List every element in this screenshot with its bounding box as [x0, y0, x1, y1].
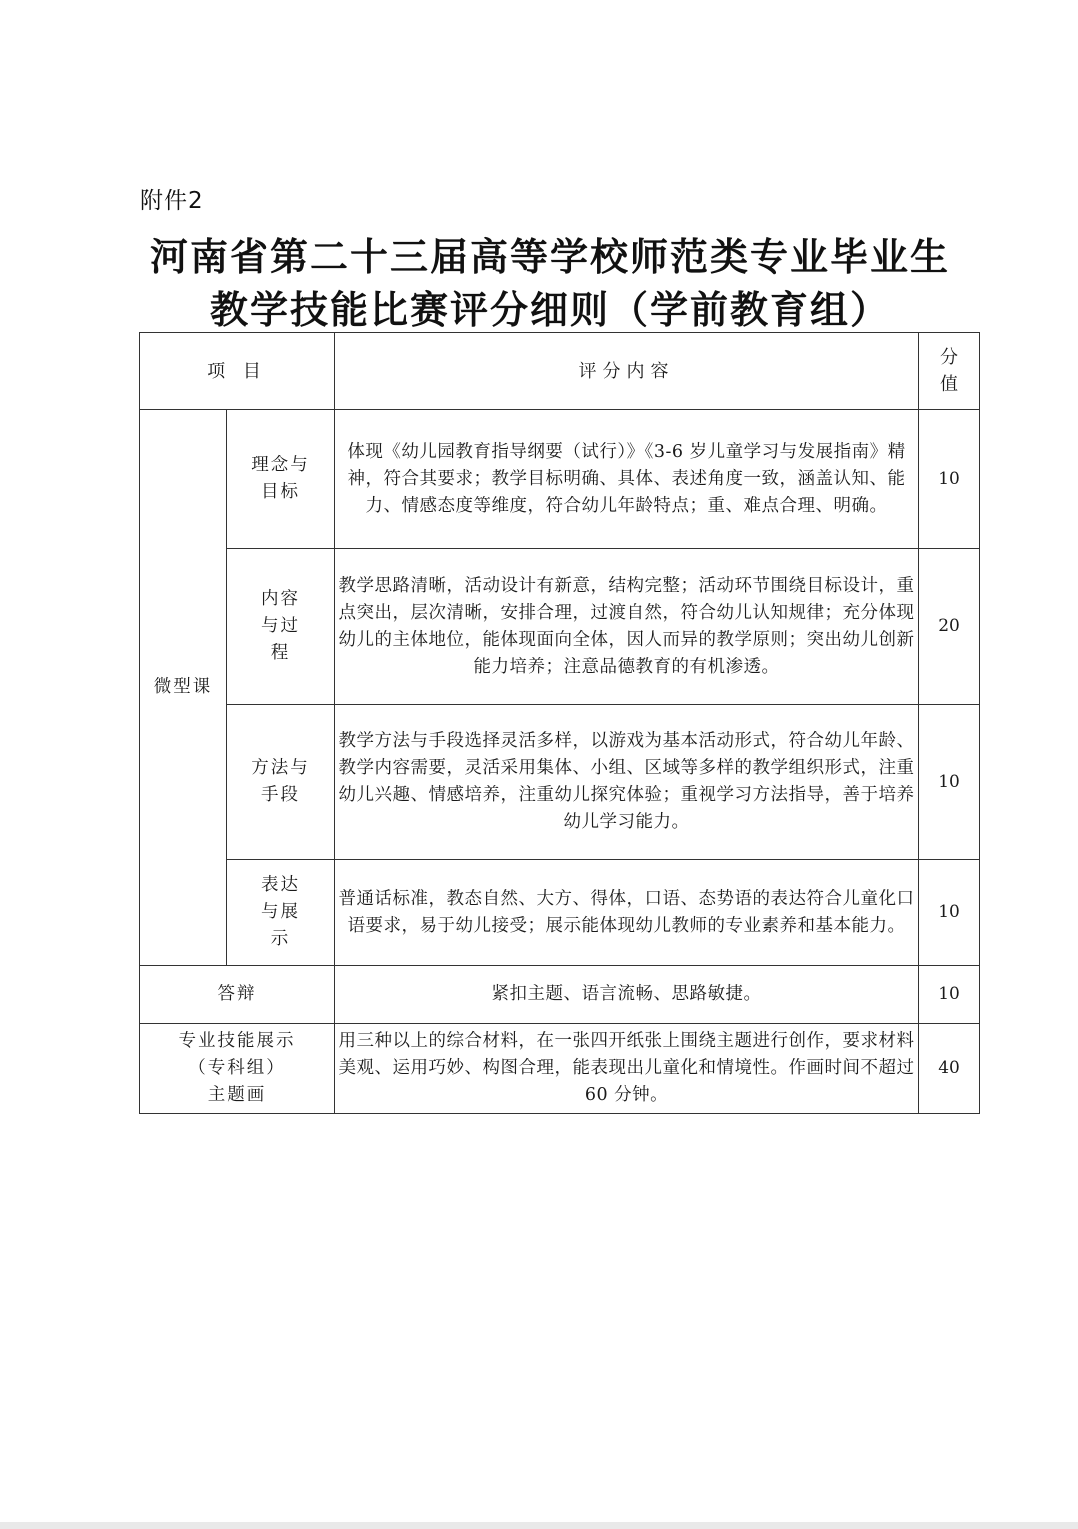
attachment-label: 附件2 [140, 188, 204, 214]
document-title-line-2: 教学技能比赛评分细则（学前教育组） [209, 288, 890, 332]
row-score: 20 [919, 549, 980, 705]
row-label-line: 表达 [261, 875, 300, 895]
row-label [227, 410, 335, 549]
table-row [140, 549, 980, 705]
defense-score: 10 [919, 966, 980, 1024]
skill-label-line: 主题画 [207, 1085, 267, 1105]
table-row [140, 410, 980, 549]
row-label-line: 与过 [261, 616, 300, 636]
document-title-line-1: 河南省第二十三届高等学校师范类专业毕业生 [149, 235, 950, 279]
row-score: 10 [919, 410, 980, 549]
row-label-line: 程 [270, 643, 291, 663]
skill-score: 40 [919, 1024, 980, 1114]
defense-content: 紧扣主题、语言流畅、思路敏捷。 [335, 966, 919, 1024]
row-content: 教学方法与手段选择灵活多样，以游戏为基本活动形式，符合幼儿年龄、教学内容需要，灵活采用集体、小组、区域等多样的教学组织形式，注重幼儿兴趣、情感培养，注重幼儿探究体验；重视学习方法指导，善于培养幼儿学习能力。 [335, 705, 919, 860]
header-score-line-1: 分 [940, 347, 959, 368]
skill-label [140, 1024, 335, 1114]
row-content: 教学思路清晰，活动设计有新意，结构完整；活动环节围绕目标设计，重点突出，层次清晰，安排合理，过渡自然，符合幼儿认知规律；充分体现幼儿的主体地位，能体现面向全体，因人而异的教学原则；突出幼儿创新能力培养；注意品德教育的有机渗透。 [335, 549, 919, 705]
table-row [140, 860, 980, 966]
skill-label-line: 专业技能展示 [178, 1031, 296, 1051]
row-label-line: 与展 [261, 902, 300, 922]
row-label-line: 示 [270, 929, 291, 949]
table-row [140, 705, 980, 860]
row-score: 10 [919, 860, 980, 966]
header-score-line-2: 值 [940, 374, 959, 395]
row-label [227, 860, 335, 966]
row-label [227, 705, 335, 860]
row-label-line: 方法与 [251, 758, 310, 778]
page-bottom-edge [0, 1522, 1078, 1529]
row-label [227, 549, 335, 705]
row-label-line: 手段 [261, 785, 300, 805]
defense-label: 答辩 [140, 966, 335, 1024]
micro-lesson-group-label: 微型课 [140, 410, 227, 966]
row-score: 10 [919, 705, 980, 860]
header-score [919, 333, 980, 410]
scoring-table [139, 332, 980, 1114]
row-content: 普通话标准，教态自然、大方、得体，口语、态势语的表达符合儿童化口语要求，易于幼儿接受；展示能体现幼儿教师的专业素养和基本能力。 [335, 860, 919, 966]
row-label-line: 目标 [261, 482, 300, 502]
row-content: 体现《幼儿园教育指导纲要（试行）》《3-6 岁儿童学习与发展指南》精神，符合其要求；教学目标明确、具体、表述角度一致，涵盖认知、能力、情感态度等维度，符合幼儿年龄特点；重、难点合理、明确。 [335, 410, 919, 549]
table-row [140, 1024, 980, 1114]
skill-label-line: （专科组） [188, 1058, 286, 1078]
skill-content: 用三种以上的综合材料，在一张四开纸张上围绕主题进行创作，要求材料美观、运用巧妙、构图合理，能表现出儿童化和情境性。作画时间不超过 60 分钟。 [335, 1024, 919, 1114]
header-content: 评分内容 [335, 333, 919, 410]
table-row [140, 966, 980, 1024]
row-label-line: 理念与 [251, 455, 310, 475]
row-label-line: 内容 [261, 589, 300, 609]
table-header-row [140, 333, 980, 410]
header-item: 项 目 [140, 333, 335, 410]
